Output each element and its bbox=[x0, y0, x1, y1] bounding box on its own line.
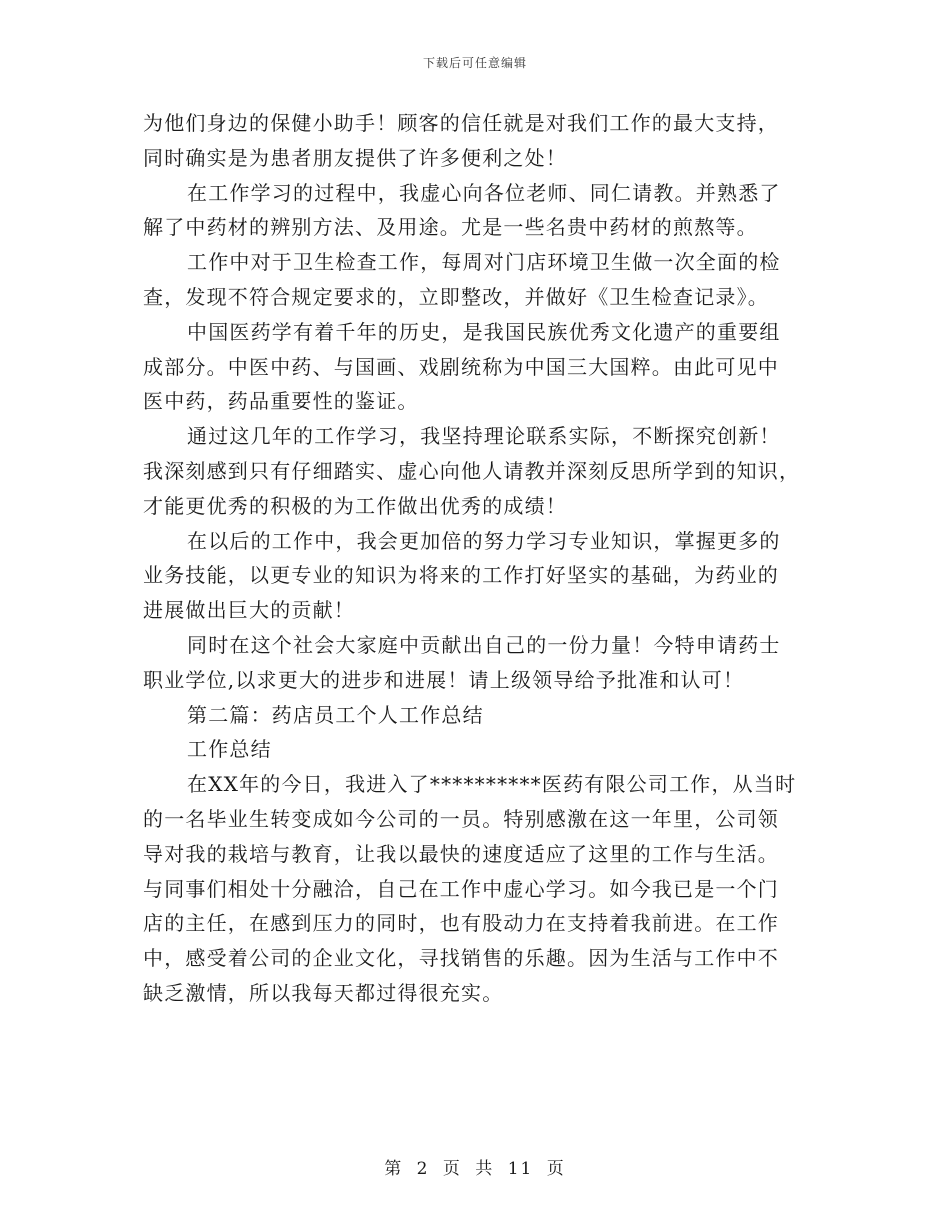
paragraph bbox=[143, 245, 807, 315]
text-line: 解了中药材的辨别方法、及用途。尤是一些名贵中药材的煎熬等。 bbox=[143, 215, 758, 240]
page-header: 下载后可任意编辑 bbox=[422, 56, 527, 70]
text-line: 在XX年的今日，我进入了**********医药有限公司工作，从当时 bbox=[187, 772, 797, 797]
document-body bbox=[143, 106, 807, 1011]
text-line: 的一名毕业生转变成如今公司的一员。特别感激在这一年里，公司领 bbox=[143, 806, 779, 831]
text-line: 为他们身边的保健小助手！顾客的信任就是对我们工作的最大支持， bbox=[143, 111, 779, 135]
text-line: 才能更优秀的积极的为工作做出优秀的成绩！ bbox=[143, 493, 567, 518]
page-number: 第 2 页 共 11 页 bbox=[384, 1159, 566, 1179]
text-line: 中国医药学有着千年的历史，是我国民族优秀文化遗产的重要组 bbox=[187, 319, 781, 344]
text-line: 店的主任，在感到压力的同时，也有股动力在支持着我前进。在工作 bbox=[143, 911, 779, 936]
text-line: 工作中对于卫生检查工作，每周对门店环境卫生做一次全面的检 bbox=[187, 250, 781, 275]
text-line: 业务技能，以更专业的知识为将来的工作打好坚实的基础，为药业的 bbox=[143, 563, 779, 588]
text-line: 进展做出巨大的贡献！ bbox=[143, 598, 355, 623]
text-line: 中，感受着公司的企业文化，寻找销售的乐趣。因为生活与工作中不 bbox=[143, 946, 779, 971]
paragraph bbox=[143, 524, 807, 628]
text-line: 在工作学习的过程中，我虚心向各位老师、同仁请教。并熟悉了 bbox=[187, 180, 781, 205]
paragraph bbox=[143, 419, 807, 523]
text-line: 医中药，药品重要性的鉴证。 bbox=[143, 389, 419, 414]
paragraph bbox=[143, 106, 807, 176]
paragraph bbox=[143, 315, 807, 419]
section-heading-text: 第二篇：药店员工个人工作总结 bbox=[187, 702, 484, 727]
paragraph bbox=[143, 767, 807, 1011]
text-line: 与同事们相处十分融洽，自己在工作中虚心学习。如今我已是一个门 bbox=[143, 876, 779, 901]
paragraph bbox=[143, 628, 807, 698]
text-line: 成部分。中医中药、与国画、戏剧统称为中国三大国粹。由此可见中 bbox=[143, 354, 779, 379]
subsection-heading-text: 工作总结 bbox=[187, 737, 272, 762]
text-line: 查，发现不符合规定要求的，立即整改，并做好《卫生检查记录》。 bbox=[143, 284, 769, 309]
section-heading bbox=[143, 698, 807, 733]
text-line: 在以后的工作中，我会更加倍的努力学习专业知识，掌握更多的 bbox=[187, 528, 781, 553]
text-line: 缺乏激情，所以我每天都过得很充实。 bbox=[143, 980, 504, 1005]
text-line: 导对我的栽培与教育，让我以最快的速度适应了这里的工作与生活。 bbox=[143, 841, 779, 866]
text-line: 同时在这个社会大家庭中贡献出自己的一份力量！今特申请药士 bbox=[187, 632, 781, 657]
text-line: 通过这几年的工作学习，我坚持理论联系实际，不断探究创新！ bbox=[187, 424, 781, 449]
subsection-heading bbox=[143, 732, 807, 767]
paragraph bbox=[143, 176, 807, 246]
text-line: 职业学位,以求更大的进步和进展！请上级领导给予批准和认可！ bbox=[143, 667, 745, 692]
text-line: 我深刻感到只有仔细踏实、虚心向他人请教并深刻反思所学到的知识， bbox=[143, 458, 801, 483]
text-line: 同时确实是为患者朋友提供了许多便利之处！ bbox=[143, 145, 567, 170]
